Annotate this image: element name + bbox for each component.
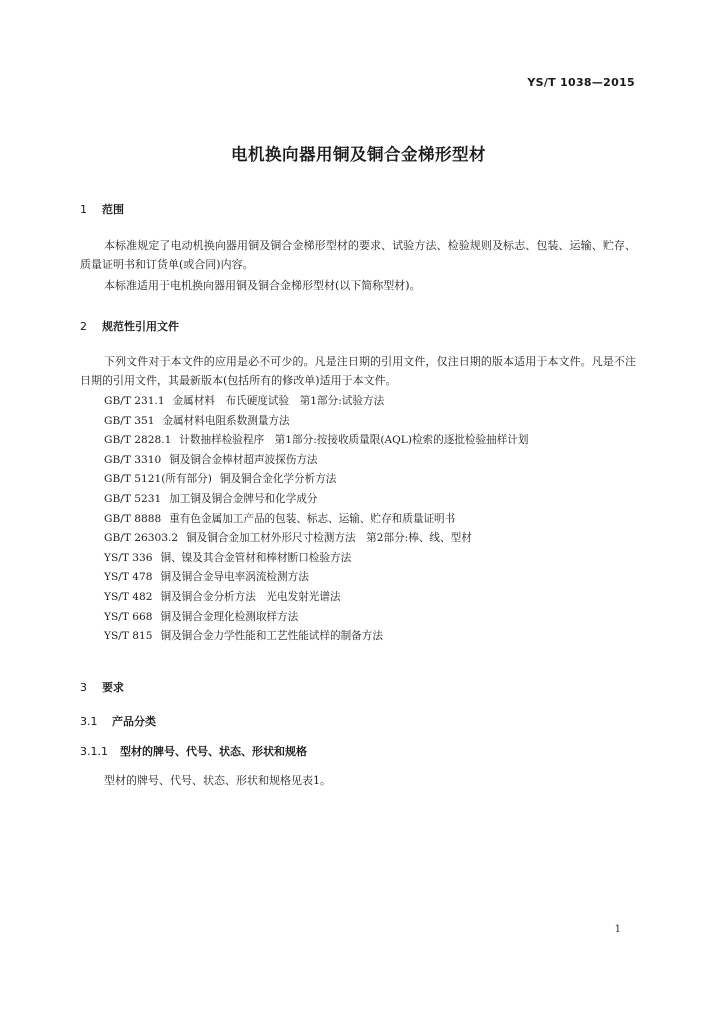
subsection-3-1-heading [80, 713, 156, 729]
section-title: 规范性引用文件 [102, 320, 179, 333]
reference-item [104, 588, 529, 608]
reference-code: YS/T 815 [104, 630, 153, 643]
reference-title: 铜及铜合金棒材超声波探伤方法 [169, 453, 318, 466]
subsection-3-1-1-heading [80, 743, 307, 759]
section-title: 型材的牌号、代号、状态、形状和规格 [120, 745, 307, 758]
reference-code: YS/T 478 [104, 571, 153, 584]
reference-code: YS/T 482 [104, 590, 153, 603]
reference-title: 铜及铜合金力学性能和工艺性能试样的制备方法 [160, 630, 383, 643]
standard-code: YS/T 1038—2015 [527, 76, 635, 89]
section-2-heading [80, 318, 179, 334]
section-number: 3 [80, 681, 87, 694]
reference-item [104, 568, 529, 588]
reference-code: GB/T 5231 [104, 492, 162, 505]
reference-item [104, 490, 529, 510]
reference-title: 金属材料电阻系数测量方法 [162, 414, 290, 427]
section-number: 3.1 [80, 715, 98, 728]
reference-code: YS/T 668 [104, 610, 153, 623]
section-title: 范围 [102, 203, 124, 216]
document-title: 电机换向器用铜及铜合金梯形型材 [231, 145, 486, 164]
reference-item [104, 470, 529, 490]
reference-title: 金属材料 布氏硬度试验 第1部分:试验方法 [172, 395, 385, 407]
subsection-3-1-1-text: 型材的牌号、代号、状态、形状和规格见表1。 [104, 774, 331, 787]
scope-paragraph-2: 本标准适用于电机换向器用铜及铜合金梯形型材(以下简称型材)。 [104, 279, 421, 292]
section-number: 1 [80, 203, 87, 216]
section-3-heading [80, 679, 124, 695]
reference-item [104, 431, 529, 451]
reference-title: 加工铜及铜合金牌号和化学成分 [169, 492, 318, 505]
reference-code: YS/T 336 [104, 551, 153, 564]
reference-item [104, 608, 529, 628]
section-1-heading [80, 201, 124, 217]
reference-title: 铜及铜合金加工材外形尺寸检测方法 第2部分:棒、线、型材 [186, 532, 472, 545]
section-title: 要求 [102, 681, 124, 694]
reference-item [104, 392, 529, 412]
section-number: 3.1.1 [80, 745, 108, 758]
reference-title: 铜及铜合金化学分析方法 [219, 473, 337, 486]
reference-code: GB/T 2828.1 [104, 434, 172, 447]
reference-item [104, 451, 529, 471]
reference-title: 铜及铜合金分析方法 光电发射光谱法 [160, 590, 341, 603]
reference-code: GB/T 8888 [104, 512, 162, 525]
reference-code: GB/T 5121(所有部分) [104, 473, 212, 486]
reference-item [104, 510, 529, 530]
reference-item [104, 412, 529, 432]
reference-item [104, 529, 529, 549]
reference-code: GB/T 231.1 [104, 395, 165, 407]
page-number: 1 [614, 924, 621, 935]
scope-paragraph-1: 本标准规定了电动机换向器用铜及铜合金梯形型材的要求、试验方法、检验规则及标志、包装、运输、贮存、质量证明书和订货单(或合同)内容。 [80, 239, 636, 271]
reference-code: GB/T 26303.2 [104, 532, 179, 545]
reference-code: GB/T 351 [104, 414, 155, 427]
reference-item [104, 627, 529, 647]
reference-title: 铜、镍及其合金管材和棒材断口检验方法 [160, 551, 352, 564]
reference-title: 重有色金属加工产品的包装、标志、运输、贮存和质量证明书 [169, 512, 456, 525]
section-number: 2 [80, 320, 87, 333]
reference-title: 计数抽样检验程序 第1部分:按接收质量限(AQL)检索的逐批检验抽样计划 [179, 434, 529, 447]
reference-code: GB/T 3310 [104, 453, 162, 466]
reference-title: 铜及铜合金理化检测取样方法 [160, 610, 299, 623]
reference-item [104, 549, 529, 569]
references-intro: 下列文件对于本文件的应用是必不可少的。凡是注日期的引用文件，仅注日期的版本适用于本文件。凡是不注日期的引用文件，其最新版本(包括所有的修改单)适用于本文件。 [80, 355, 636, 387]
section-title: 产品分类 [112, 715, 156, 728]
reference-list [104, 392, 529, 647]
reference-title: 铜及铜合金导电率涡流检测方法 [160, 571, 309, 584]
